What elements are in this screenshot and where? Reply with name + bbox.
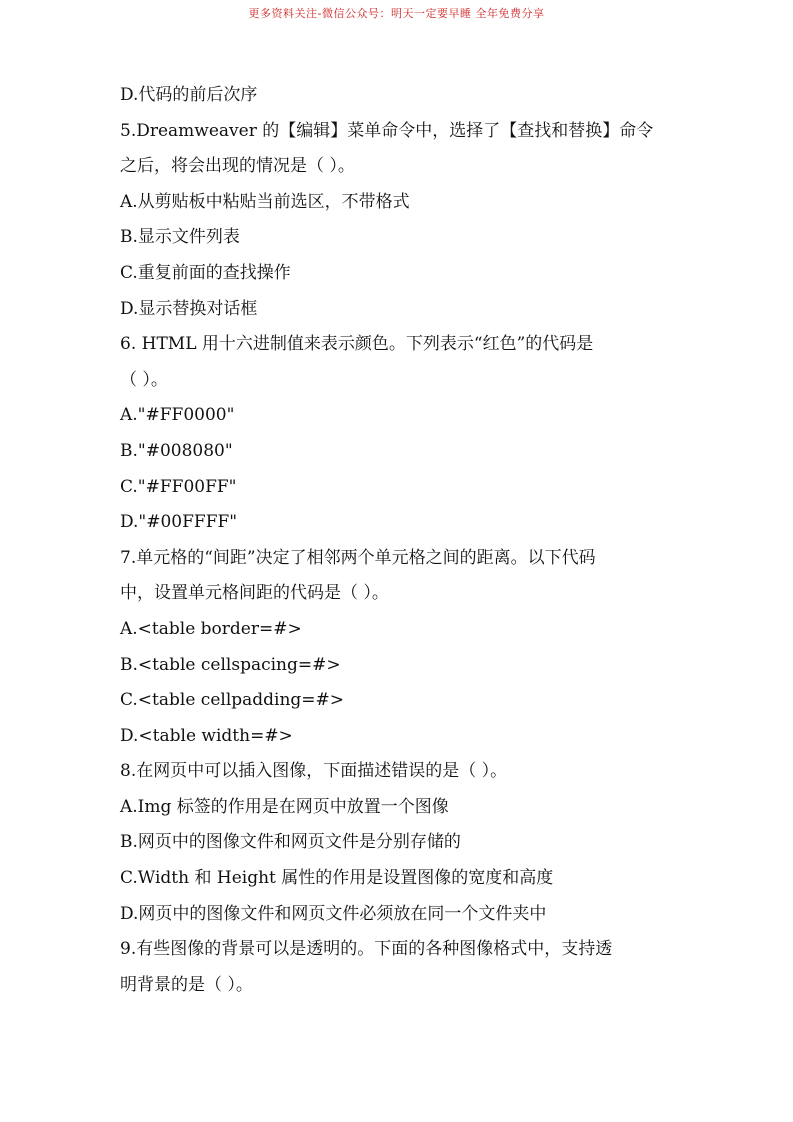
header-banner: 更多资料关注-微信公众号：明天一定要早睡 全年免费分享 [248, 7, 545, 20]
option-b-q8: B.网页中的图像文件和网页文件是分别存储的 [120, 832, 461, 853]
option-d-q5: D.显示替换对话框 [120, 298, 258, 319]
option-b-q7: B.<table cellspacing=#> [120, 654, 341, 675]
question-9-line-2: 明背景的是（ ）。 [120, 974, 253, 995]
option-c-q5: C.重复前面的查找操作 [120, 262, 291, 283]
option-d-q8: D.网页中的图像文件和网页文件必须放在同一个文件夹中 [120, 903, 547, 924]
question-5-line-1: 5.Dreamweaver 的【编辑】菜单命令中，选择了【查找和替换】命令 [120, 120, 654, 141]
question-6-line-1: 6. HTML 用十六进制值来表示颜色。下列表示“红色”的代码是 [120, 334, 594, 355]
option-c-q6: C."#FF00FF" [120, 476, 237, 497]
question-7-line-1: 7.单元格的“间距”决定了相邻两个单元格之间的距离。以下代码 [120, 547, 596, 568]
option-a-q6: A."#FF0000" [120, 405, 235, 426]
option-c-q8: C.Width 和 Height 属性的作用是设置图像的宽度和高度 [120, 868, 554, 889]
option-d-q6: D."#00FFFF" [120, 512, 238, 533]
question-8: 8.在网页中可以插入图像，下面描述错误的是（ ）。 [120, 761, 508, 782]
question-7-line-2: 中，设置单元格间距的代码是（ ）。 [120, 583, 389, 604]
option-a-q7: A.<table border=#> [120, 618, 302, 639]
option-b-q6: B."#008080" [120, 440, 233, 461]
option-a-q5: A.从剪贴板中粘贴当前选区，不带格式 [120, 191, 410, 212]
option-d-q4: D.代码的前后次序 [120, 85, 258, 105]
option-b-q5: B.显示文件列表 [120, 227, 240, 248]
document-body [120, 78, 680, 1003]
question-5-line-2: 之后，将会出现的情况是（ ）。 [120, 156, 355, 177]
option-c-q7: C.<table cellpadding=#> [120, 690, 345, 711]
question-9-line-1: 9.有些图像的背景可以是透明的。下面的各种图像格式中，支持透 [120, 939, 613, 960]
option-d-q7: D.<table width=#> [120, 725, 293, 746]
option-a-q8: A.Img 标签的作用是在网页中放置一个图像 [120, 796, 449, 817]
question-6-line-2: （ ）。 [120, 369, 168, 390]
